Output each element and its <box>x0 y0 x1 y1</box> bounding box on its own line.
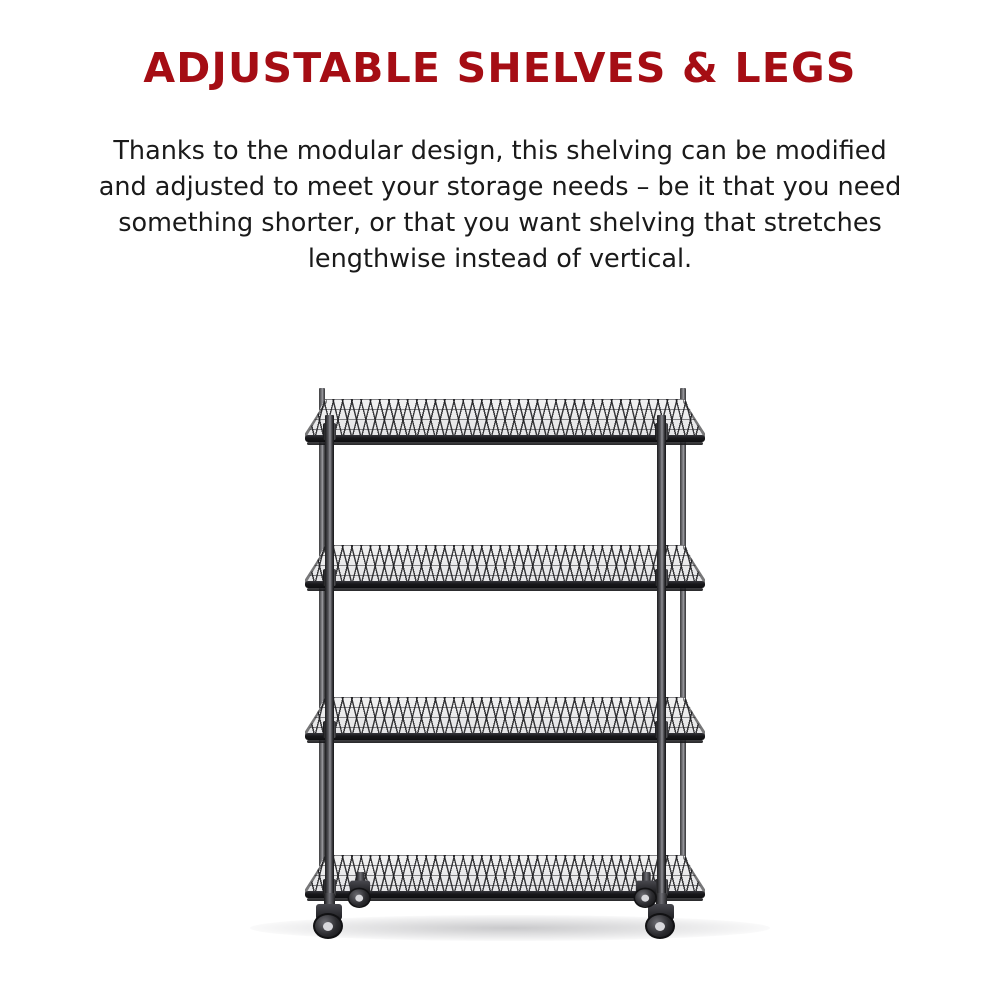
description-line: Thanks to the modular design, this shelving can be modified <box>113 136 887 166</box>
shelf-level-2 <box>305 545 705 593</box>
castor-hub <box>355 895 363 902</box>
wire-shelving-unit <box>305 385 705 950</box>
front-left-post <box>325 415 334 905</box>
description-line: and adjusted to meet your storage needs – be it that you need <box>98 172 902 202</box>
rear-right-post <box>680 388 686 898</box>
shelf-front-rail-lower <box>307 588 703 591</box>
shelf-wire-deck <box>305 545 705 585</box>
shelf-front-rail <box>305 733 705 740</box>
castor-hub <box>641 895 649 902</box>
description-paragraph <box>70 133 930 277</box>
front-right-post <box>657 415 666 905</box>
shelf-front-rail-lower <box>307 740 703 743</box>
castor-wheel-front-left <box>312 893 346 939</box>
shelf-front-rail <box>305 435 705 442</box>
castor-hub <box>655 922 665 931</box>
description-line: lengthwise instead of vertical. <box>307 244 693 274</box>
shelf-level-1 <box>305 399 705 447</box>
castor-hub <box>323 922 333 931</box>
castor-wheel-back-left <box>347 872 374 908</box>
castor-wheel-back-right <box>633 872 660 908</box>
shelf-front-rail-lower <box>307 442 703 445</box>
product-photo <box>0 330 1000 1000</box>
shelf-level-3 <box>305 697 705 745</box>
description-line: something shorter, or that you want shelving that stretches <box>118 208 882 238</box>
shelf-wire-deck <box>305 697 705 737</box>
shelf-wire-deck <box>305 399 705 439</box>
page-title: ADJUSTABLE SHELVES & LEGS <box>143 44 857 92</box>
shelf-front-rail <box>305 581 705 588</box>
